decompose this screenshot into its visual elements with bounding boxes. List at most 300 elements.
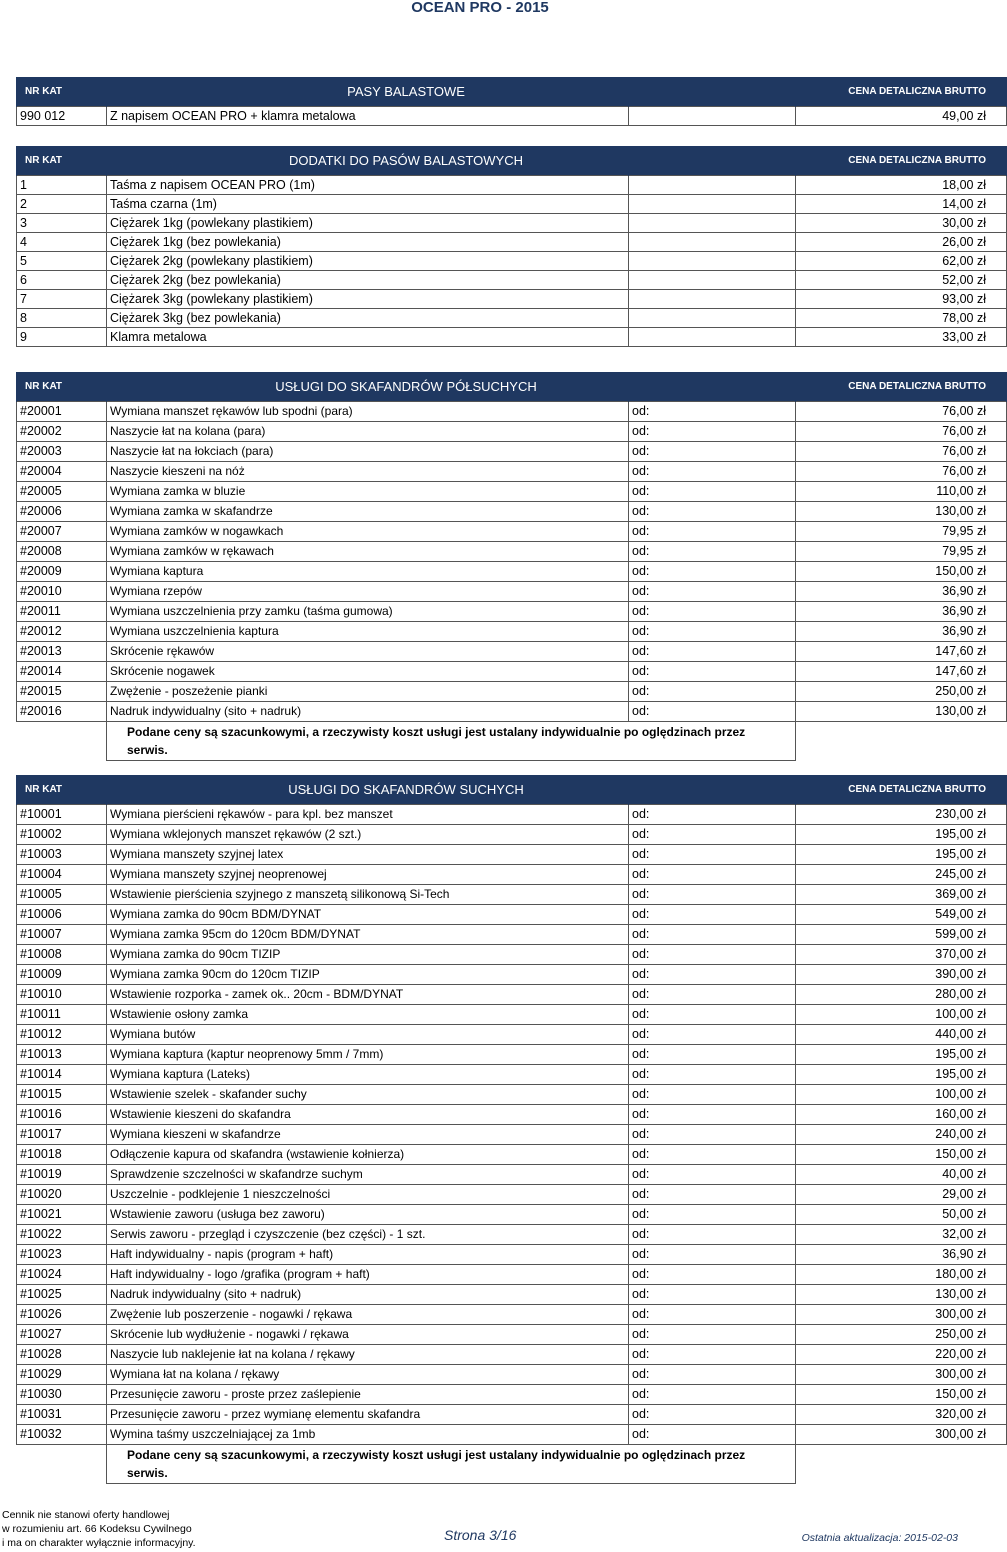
item-price: 100,00 zł: [796, 1085, 1007, 1105]
item-name: Wymiana kaptura: [107, 562, 629, 582]
od-label: od:: [629, 1285, 796, 1305]
od-label: od:: [629, 945, 796, 965]
item-price: 160,00 zł: [796, 1105, 1007, 1125]
item-name: Skrócenie nogawek: [107, 662, 629, 682]
item-price: 36,90 zł: [796, 622, 1007, 642]
od-label: od:: [629, 865, 796, 885]
item-price: 78,00 zł: [796, 309, 1007, 328]
od-label: od:: [629, 482, 796, 502]
page-number: Strona 3/16: [444, 1527, 517, 1543]
od-label: od:: [629, 1205, 796, 1225]
table-row: [17, 662, 1007, 682]
item-name: Klamra metalowa: [107, 328, 629, 347]
spacer: [629, 233, 796, 252]
spacer: [629, 328, 796, 347]
od-label: od:: [629, 965, 796, 985]
od-label: od:: [629, 1125, 796, 1145]
item-number: #20003: [17, 442, 107, 462]
item-number: 5: [17, 252, 107, 271]
od-label: od:: [629, 1025, 796, 1045]
item-price: 52,00 zł: [796, 271, 1007, 290]
item-number: #10025: [17, 1285, 107, 1305]
item-price: 195,00 zł: [796, 845, 1007, 865]
table-row: [17, 702, 1007, 722]
table-row: [17, 271, 1007, 290]
section-title: PASY BALASTOWE: [107, 77, 629, 107]
od-label: od:: [629, 825, 796, 845]
item-name: Wymiana zamków w nogawkach: [107, 522, 629, 542]
item-number: #10022: [17, 1225, 107, 1245]
table-row: [17, 562, 1007, 582]
od-label: od:: [629, 1265, 796, 1285]
item-number: #10003: [17, 845, 107, 865]
item-name: Ciężarek 3kg (bez powlekania): [107, 309, 629, 328]
od-label: od:: [629, 642, 796, 662]
item-price: 250,00 zł: [796, 1325, 1007, 1345]
table-row: [17, 622, 1007, 642]
item-name: Wymiana uszczelnienia przy zamku (taśma gumowa): [107, 602, 629, 622]
item-price: 150,00 zł: [796, 562, 1007, 582]
item-price: 370,00 zł: [796, 945, 1007, 965]
item-price: 130,00 zł: [796, 502, 1007, 522]
item-price: 250,00 zł: [796, 682, 1007, 702]
item-name: Zwężenie lub poszerzenie - nogawki / rękawa: [107, 1305, 629, 1325]
od-label: od:: [629, 1045, 796, 1065]
item-name: Wymiana butów: [107, 1025, 629, 1045]
od-label: od:: [629, 805, 796, 825]
table-row: [17, 1385, 1007, 1405]
section-title: USŁUGI DO SKAFANDRÓW SUCHYCH: [107, 775, 629, 805]
note-row: [17, 1445, 1007, 1484]
od-label: od:: [629, 662, 796, 682]
disclaimer-line: i ma on charakter wyłącznie informacyjny.: [2, 1537, 196, 1549]
item-name: Wymiana manszet rękawów lub spodni (para): [107, 402, 629, 422]
item-name: Naszycie kieszeni na nóż: [107, 462, 629, 482]
item-name: Taśma z napisem OCEAN PRO (1m): [107, 176, 629, 195]
item-name: Wymiana łat na kolana / rękawy: [107, 1365, 629, 1385]
item-number: #20006: [17, 502, 107, 522]
item-number: #10019: [17, 1165, 107, 1185]
item-number: #20004: [17, 462, 107, 482]
table-row: [17, 502, 1007, 522]
item-price: 110,00 zł: [796, 482, 1007, 502]
item-number: 8: [17, 309, 107, 328]
table-row: [17, 252, 1007, 271]
table-row: [17, 522, 1007, 542]
table-row: [17, 442, 1007, 462]
item-name: Naszycie łat na kolana (para): [107, 422, 629, 442]
item-name: Wstawienie rozporka - zamek ok.. 20cm - BDM/DYNAT: [107, 985, 629, 1005]
item-price: 33,00 zł: [796, 328, 1007, 347]
od-label: od:: [629, 1325, 796, 1345]
od-label: od:: [629, 502, 796, 522]
item-price: 230,00 zł: [796, 805, 1007, 825]
item-number: #10012: [17, 1025, 107, 1045]
section-header: [17, 77, 1007, 107]
od-label: od:: [629, 845, 796, 865]
table-row: [17, 107, 1007, 126]
item-number: 2: [17, 195, 107, 214]
item-name: Wstawienie osłony zamka: [107, 1005, 629, 1025]
item-name: Wymiana zamka do 90cm TIZIP: [107, 945, 629, 965]
table-row: [17, 905, 1007, 925]
item-number: #10029: [17, 1365, 107, 1385]
item-name: Wstawienie pierścienia szyjnego z manszetą silikonową Si-Tech: [107, 885, 629, 905]
spacer: [629, 195, 796, 214]
item-number: #20015: [17, 682, 107, 702]
spacer: [629, 214, 796, 233]
item-number: #20014: [17, 662, 107, 682]
item-name: Wymiana kaptura (kaptur neoprenowy 5mm / 7mm): [107, 1045, 629, 1065]
table-row: [17, 542, 1007, 562]
table-row: [17, 462, 1007, 482]
section-title: DODATKI DO PASÓW BALASTOWYCH: [107, 146, 629, 176]
od-label: od:: [629, 462, 796, 482]
item-price: 150,00 zł: [796, 1385, 1007, 1405]
item-price: 150,00 zł: [796, 1145, 1007, 1165]
table-row: [17, 290, 1007, 309]
od-label: od:: [629, 1425, 796, 1445]
table-row: [17, 1245, 1007, 1265]
table-row: [17, 1205, 1007, 1225]
item-name: Wstawienie szelek - skafander suchy: [107, 1085, 629, 1105]
table-row: [17, 845, 1007, 865]
item-price: 599,00 zł: [796, 925, 1007, 945]
od-label: od:: [629, 1245, 796, 1265]
spacer: [629, 290, 796, 309]
od-label: od:: [629, 622, 796, 642]
item-price: 180,00 zł: [796, 1265, 1007, 1285]
last-update: Ostatnia aktualizacja: 2015-02-03: [801, 1532, 958, 1544]
item-price: 100,00 zł: [796, 1005, 1007, 1025]
item-number: 1: [17, 176, 107, 195]
item-number: #10008: [17, 945, 107, 965]
item-price: 32,00 zł: [796, 1225, 1007, 1245]
item-name: Przesunięcie zaworu - przez wymianę elementu skafandra: [107, 1405, 629, 1425]
item-number: 3: [17, 214, 107, 233]
nr-kat-header: NR KAT: [17, 146, 107, 176]
od-label: od:: [629, 1345, 796, 1365]
table-row: [17, 1145, 1007, 1165]
item-name: Wymiana manszety szyjnej neoprenowej: [107, 865, 629, 885]
od-label: od:: [629, 542, 796, 562]
item-price: 549,00 zł: [796, 905, 1007, 925]
table-row: [17, 1005, 1007, 1025]
item-name: Z napisem OCEAN PRO + klamra metalowa: [107, 107, 629, 126]
od-label: od:: [629, 1365, 796, 1385]
table-row: [17, 309, 1007, 328]
item-number: #10001: [17, 805, 107, 825]
price-header: CENA DETALICZNA BRUTTO: [796, 77, 1007, 107]
item-number: #10028: [17, 1345, 107, 1365]
item-price: 49,00 zł: [796, 107, 1007, 126]
table-row: [17, 1125, 1007, 1145]
item-number: #10017: [17, 1125, 107, 1145]
item-name: Nadruk indywidualny (sito + nadruk): [107, 702, 629, 722]
item-price: 390,00 zł: [796, 965, 1007, 985]
item-name: Wymiana zamków w rękawach: [107, 542, 629, 562]
item-price: 245,00 zł: [796, 865, 1007, 885]
table-row: [17, 945, 1007, 965]
item-name: Wymiana zamka w bluzie: [107, 482, 629, 502]
item-name: Skrócenie lub wydłużenie - nogawki / rękawa: [107, 1325, 629, 1345]
item-price: 76,00 zł: [796, 402, 1007, 422]
item-price: 79,95 zł: [796, 542, 1007, 562]
item-name: Nadruk indywidualny (sito + nadruk): [107, 1285, 629, 1305]
item-number: #10026: [17, 1305, 107, 1325]
item-price: 369,00 zł: [796, 885, 1007, 905]
item-number: #20009: [17, 562, 107, 582]
table-row: [17, 602, 1007, 622]
price-table: [16, 372, 1007, 761]
item-price: 195,00 zł: [796, 825, 1007, 845]
od-label: od:: [629, 985, 796, 1005]
od-label: od:: [629, 702, 796, 722]
spacer: [629, 176, 796, 195]
price-note: Podane ceny są szacunkowymi, a rzeczywisty koszt usługi jest ustalany indywidualnie po oględzinach przez serwis.: [107, 722, 796, 761]
table-row: [17, 1425, 1007, 1445]
od-label: od:: [629, 1065, 796, 1085]
table-row: [17, 1305, 1007, 1325]
table-row: [17, 1405, 1007, 1425]
item-price: 130,00 zł: [796, 1285, 1007, 1305]
item-name: Ciężarek 3kg (powlekany plastikiem): [107, 290, 629, 309]
od-label: od:: [629, 562, 796, 582]
item-name: Wstawienie kieszeni do skafandra: [107, 1105, 629, 1125]
item-number: #20016: [17, 702, 107, 722]
item-price: 147,60 zł: [796, 642, 1007, 662]
od-label: od:: [629, 1405, 796, 1425]
item-number: 7: [17, 290, 107, 309]
item-number: #10021: [17, 1205, 107, 1225]
od-label: od:: [629, 905, 796, 925]
od-label: od:: [629, 402, 796, 422]
table-row: [17, 642, 1007, 662]
od-label: od:: [629, 1105, 796, 1125]
item-price: 62,00 zł: [796, 252, 1007, 271]
price-header: CENA DETALICZNA BRUTTO: [796, 146, 1007, 176]
item-name: Taśma czarna (1m): [107, 195, 629, 214]
item-price: 29,00 zł: [796, 1185, 1007, 1205]
od-label: od:: [629, 1165, 796, 1185]
od-label: od:: [629, 925, 796, 945]
section-title: USŁUGI DO SKAFANDRÓW PÓŁSUCHYCH: [107, 372, 629, 402]
item-number: #20011: [17, 602, 107, 622]
item-name: Przesunięcie zaworu - proste przez zaślepienie: [107, 1385, 629, 1405]
item-name: Uszczelnie - podklejenie 1 nieszczelności: [107, 1185, 629, 1205]
item-price: 320,00 zł: [796, 1405, 1007, 1425]
item-number: #10009: [17, 965, 107, 985]
table-row: [17, 1045, 1007, 1065]
price-table: [16, 77, 1007, 126]
item-name: Wymiana uszczelnienia kaptura: [107, 622, 629, 642]
table-row: [17, 422, 1007, 442]
item-number: 4: [17, 233, 107, 252]
item-name: Wymina taśmy uszczelniającej za 1mb: [107, 1425, 629, 1445]
item-number: #10032: [17, 1425, 107, 1445]
item-price: 440,00 zł: [796, 1025, 1007, 1045]
item-price: 300,00 zł: [796, 1425, 1007, 1445]
price-header: CENA DETALICZNA BRUTTO: [796, 372, 1007, 402]
item-price: 147,60 zł: [796, 662, 1007, 682]
table-row: [17, 328, 1007, 347]
section-pasy-balastowe: [16, 77, 986, 126]
table-row: [17, 1105, 1007, 1125]
spacer: [629, 309, 796, 328]
item-name: Wymiana pierścieni rękawów - para kpl. bez manszet: [107, 805, 629, 825]
table-row: [17, 1085, 1007, 1105]
item-name: Wymiana wklejonych manszet rękawów (2 szt.): [107, 825, 629, 845]
item-name: Sprawdzenie szczelności w skafandrze suchym: [107, 1165, 629, 1185]
table-row: [17, 176, 1007, 195]
item-number: #10002: [17, 825, 107, 845]
item-price: 76,00 zł: [796, 462, 1007, 482]
item-price: 93,00 zł: [796, 290, 1007, 309]
item-number: #10027: [17, 1325, 107, 1345]
table-row: [17, 925, 1007, 945]
disclaimer-line: w rozumieniu art. 66 Kodeksu Cywilnego: [2, 1523, 192, 1535]
od-label: od:: [629, 1305, 796, 1325]
item-name: Wymiana manszety szyjnej latex: [107, 845, 629, 865]
price-table: [16, 775, 1007, 1484]
od-label: od:: [629, 885, 796, 905]
table-row: [17, 1285, 1007, 1305]
item-name: Haft indywidualny - napis (program + haft): [107, 1245, 629, 1265]
table-row: [17, 1225, 1007, 1245]
item-name: Wymiana kieszeni w skafandrze: [107, 1125, 629, 1145]
item-name: Wymiana zamka w skafandrze: [107, 502, 629, 522]
item-number: #10030: [17, 1385, 107, 1405]
item-number: #10018: [17, 1145, 107, 1165]
table-row: [17, 682, 1007, 702]
table-row: [17, 402, 1007, 422]
item-number: #20002: [17, 422, 107, 442]
item-number: #10020: [17, 1185, 107, 1205]
table-row: [17, 805, 1007, 825]
nr-kat-header: NR KAT: [17, 77, 107, 107]
table-row: [17, 214, 1007, 233]
nr-kat-header: NR KAT: [17, 775, 107, 805]
item-name: Naszycie łat na łokciach (para): [107, 442, 629, 462]
section-header: [17, 775, 1007, 805]
item-price: 30,00 zł: [796, 214, 1007, 233]
spacer: [629, 252, 796, 271]
item-number: #10004: [17, 865, 107, 885]
item-number: #20010: [17, 582, 107, 602]
item-name: Ciężarek 2kg (powlekany plastikiem): [107, 252, 629, 271]
item-price: 26,00 zł: [796, 233, 1007, 252]
item-number: #10031: [17, 1405, 107, 1425]
section-header: [17, 372, 1007, 402]
od-label: od:: [629, 1145, 796, 1165]
item-price: 130,00 zł: [796, 702, 1007, 722]
item-price: 300,00 zł: [796, 1365, 1007, 1385]
table-row: [17, 233, 1007, 252]
item-price: 50,00 zł: [796, 1205, 1007, 1225]
od-label: od:: [629, 1085, 796, 1105]
item-price: 36,90 zł: [796, 582, 1007, 602]
item-name: Zwężenie - poszeżenie pianki: [107, 682, 629, 702]
od-label: od:: [629, 602, 796, 622]
footer-disclaimer: [2, 1508, 196, 1550]
item-number: #20012: [17, 622, 107, 642]
item-name: Wstawienie zaworu (usługa bez zaworu): [107, 1205, 629, 1225]
item-number: #10014: [17, 1065, 107, 1085]
item-name: Wymiana zamka do 90cm BDM/DYNAT: [107, 905, 629, 925]
section-dodatki: [16, 146, 986, 347]
od-label: od:: [629, 1385, 796, 1405]
nr-kat-header: NR KAT: [17, 372, 107, 402]
item-name: Ciężarek 2kg (bez powlekania): [107, 271, 629, 290]
table-row: [17, 1025, 1007, 1045]
table-row: [17, 825, 1007, 845]
table-row: [17, 1345, 1007, 1365]
item-name: Wymiana zamka 90cm do 120cm TIZIP: [107, 965, 629, 985]
item-number: #10016: [17, 1105, 107, 1125]
section-uslugi-suche: [16, 775, 986, 1484]
item-name: Wymiana zamka 95cm do 120cm BDM/DYNAT: [107, 925, 629, 945]
item-price: 40,00 zł: [796, 1165, 1007, 1185]
table-row: [17, 1365, 1007, 1385]
table-row: [17, 1325, 1007, 1345]
item-price: 195,00 zł: [796, 1065, 1007, 1085]
item-price: 14,00 zł: [796, 195, 1007, 214]
od-label: od:: [629, 682, 796, 702]
od-label: od:: [629, 1225, 796, 1245]
od-label: od:: [629, 582, 796, 602]
item-number: #10010: [17, 985, 107, 1005]
price-note: Podane ceny są szacunkowymi, a rzeczywisty koszt usługi jest ustalany indywidualnie po oględzinach przez serwis.: [107, 1445, 796, 1484]
item-number: #20008: [17, 542, 107, 562]
item-name: Ciężarek 1kg (powlekany plastikiem): [107, 214, 629, 233]
item-number: #20001: [17, 402, 107, 422]
item-number: #10007: [17, 925, 107, 945]
item-number: #10005: [17, 885, 107, 905]
item-price: 280,00 zł: [796, 985, 1007, 1005]
item-number: #10006: [17, 905, 107, 925]
item-name: Serwis zaworu - przegląd i czyszczenie (bez części) - 1 szt.: [107, 1225, 629, 1245]
table-row: [17, 195, 1007, 214]
item-number: #20013: [17, 642, 107, 662]
item-name: Haft indywidualny - logo /grafika (program + haft): [107, 1265, 629, 1285]
document-title: OCEAN PRO - 2015: [411, 0, 549, 16]
item-name: Wymiana rzepów: [107, 582, 629, 602]
od-label: od:: [629, 442, 796, 462]
item-price: 300,00 zł: [796, 1305, 1007, 1325]
item-price: 76,00 zł: [796, 422, 1007, 442]
item-number: 990 012: [17, 107, 107, 126]
table-row: [17, 1165, 1007, 1185]
price-header: CENA DETALICZNA BRUTTO: [796, 775, 1007, 805]
table-row: [17, 865, 1007, 885]
table-row: [17, 985, 1007, 1005]
section-header: [17, 146, 1007, 176]
disclaimer-line: Cennik nie stanowi oferty handlowej: [2, 1509, 170, 1521]
item-number: 6: [17, 271, 107, 290]
item-number: #10024: [17, 1265, 107, 1285]
od-label: od:: [629, 422, 796, 442]
item-name: Odłączenie kapura od skafandra (wstawienie kołnierza): [107, 1145, 629, 1165]
table-row: [17, 1185, 1007, 1205]
item-price: 220,00 zł: [796, 1345, 1007, 1365]
od-label: od:: [629, 522, 796, 542]
item-price: 240,00 zł: [796, 1125, 1007, 1145]
item-name: Naszycie lub naklejenie łat na kolana / rękawy: [107, 1345, 629, 1365]
item-number: 9: [17, 328, 107, 347]
item-price: 36,90 zł: [796, 1245, 1007, 1265]
item-number: #10023: [17, 1245, 107, 1265]
item-name: Wymiana kaptura (Lateks): [107, 1065, 629, 1085]
